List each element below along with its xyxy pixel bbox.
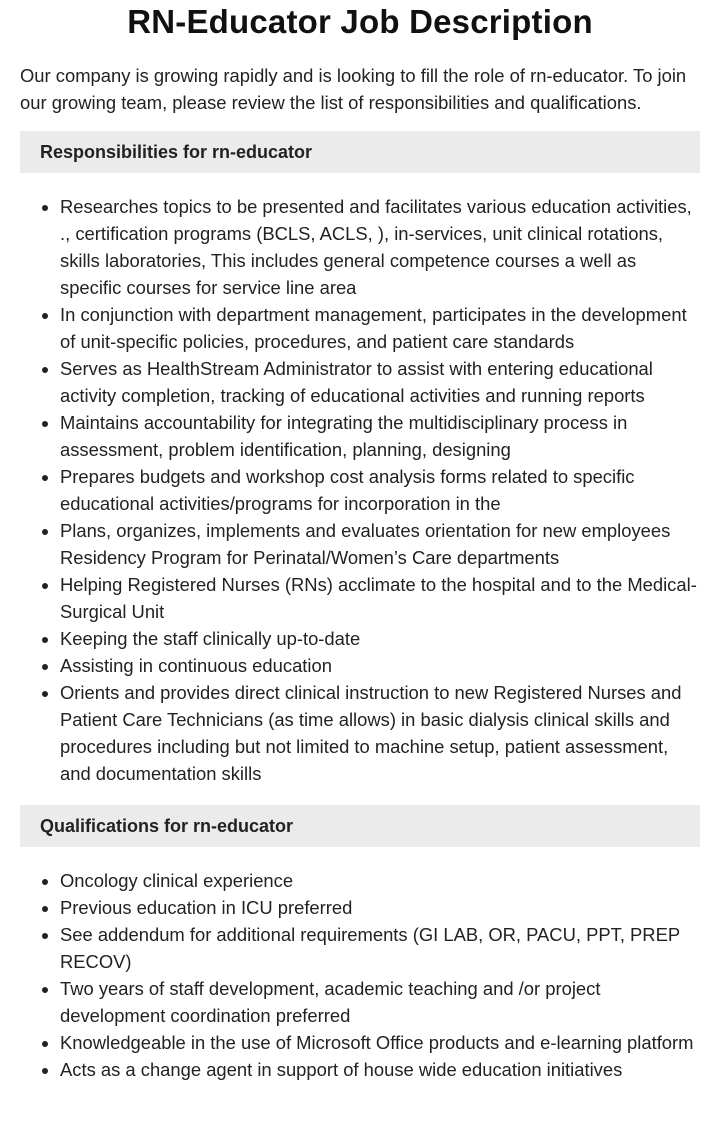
- qualifications-list: [20, 867, 700, 1083]
- qualifications-heading: Qualifications for rn-educator: [20, 805, 700, 847]
- list-item: • Helping Registered Nurses (RNs) acclimate to the hospital and to the Medical-Surgical Unit: [60, 571, 700, 625]
- list-item: • Two years of staff development, academic teaching and /or project development coordination preferred: [60, 975, 700, 1029]
- responsibilities-list: [20, 193, 700, 787]
- responsibilities-heading: Responsibilities for rn-educator: [20, 131, 700, 173]
- list-item: • Prepares budgets and workshop cost analysis forms related to specific educational activities/programs for incorporation in the: [60, 463, 700, 517]
- page-title: RN-Educator Job Description: [127, 3, 593, 40]
- list-item: • Acts as a change agent in support of house wide education initiatives: [60, 1056, 700, 1083]
- list-item: • Plans, organizes, implements and evaluates orientation for new employees Residency Program for Perinatal/Women’s Care departments: [60, 517, 700, 571]
- list-item: • Knowledgeable in the use of Microsoft Office products and e-learning platform: [60, 1029, 700, 1056]
- list-item: • Previous education in ICU preferred: [60, 894, 700, 921]
- list-item: • Orients and provides direct clinical instruction to new Registered Nurses and Patient Care Technicians (as time allows) in basic dialysis clinical skills and procedures including but not limited to machine setup, patient assessment, and documentation skills: [60, 679, 700, 787]
- intro-paragraph: Our company is growing rapidly and is looking to fill the role of rn-educator. To join our growing team, please review the list of responsibilities and qualifications.: [20, 65, 687, 113]
- list-item: • Oncology clinical experience: [60, 867, 700, 894]
- list-item: • Assisting in continuous education: [60, 652, 700, 679]
- list-item: • Serves as HealthStream Administrator to assist with entering educational activity completion, tracking of educational activities and running reports: [60, 355, 700, 409]
- list-item: • In conjunction with department management, participates in the development of unit-specific policies, procedures, and patient care standards: [60, 301, 700, 355]
- list-item: • Keeping the staff clinically up-to-date: [60, 625, 700, 652]
- list-item: • Maintains accountability for integrating the multidisciplinary process in assessment, problem identification, planning, designing: [60, 409, 700, 463]
- list-item: • See addendum for additional requirements (GI LAB, OR, PACU, PPT, PREP RECOV): [60, 921, 700, 975]
- list-item: • Researches topics to be presented and facilitates various education activities, ., certification programs (BCLS, ACLS, ), in-services, unit clinical rotations, skills laboratories, This includes general competence courses a well as specific courses for service line area: [60, 193, 700, 301]
